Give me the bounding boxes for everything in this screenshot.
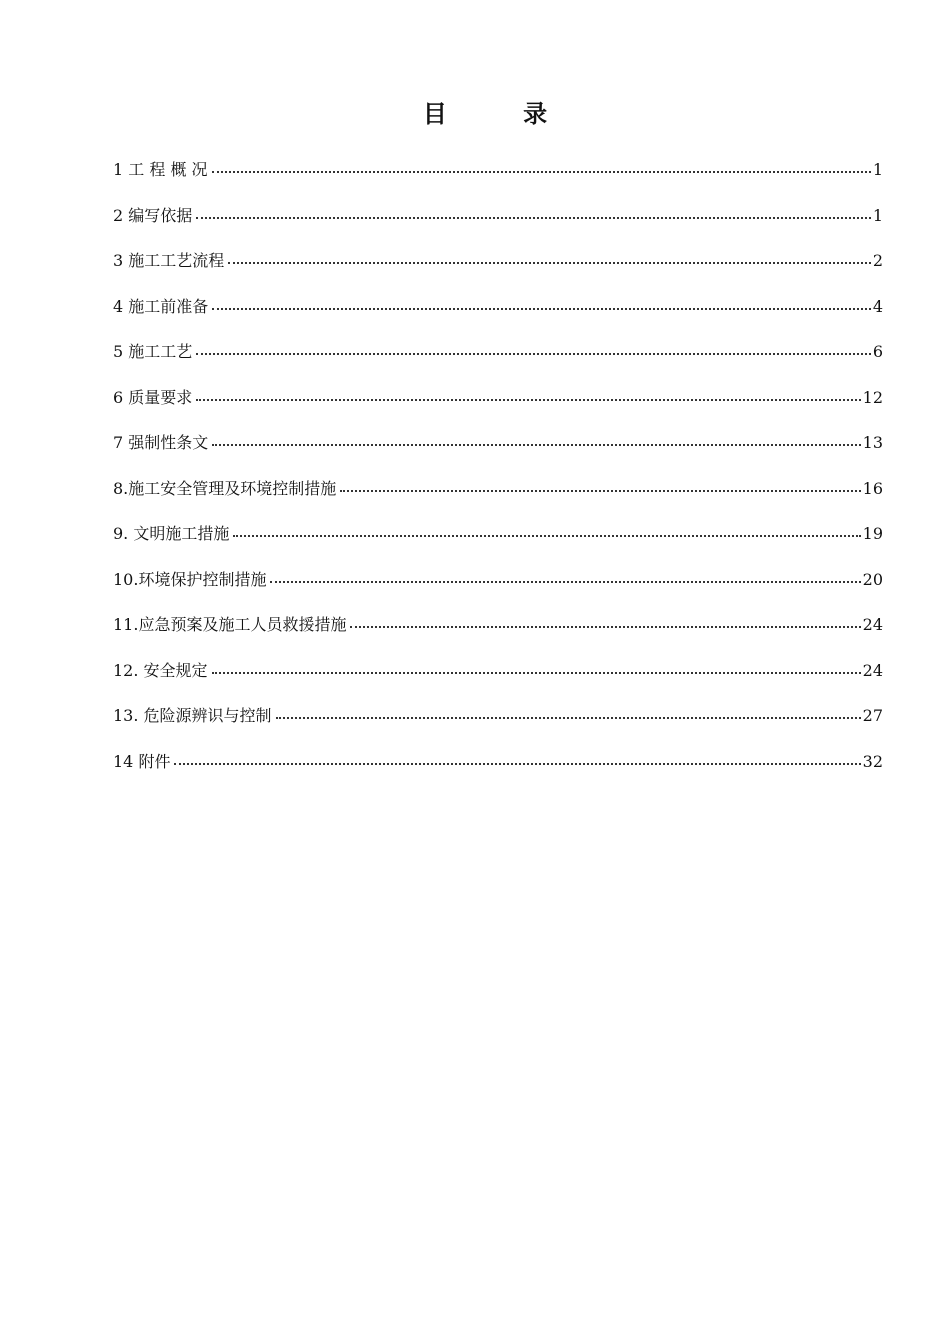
dot-leader [233,523,860,539]
toc-entry-page: 12 [862,387,883,407]
dot-leader [212,432,860,448]
toc-entry[interactable] [113,655,883,701]
dot-leader [212,159,871,175]
toc-entry-label: 7 强制性条文 [113,433,209,452]
toc-entry-label: 3 施工工艺流程 [113,251,225,270]
dot-leader [196,341,871,357]
toc-entry-page: 24 [862,615,883,634]
toc-entry-label: 2 编写依据 [113,205,193,225]
toc-entry[interactable] [113,154,883,200]
toc-entry-page: 24 [862,660,883,680]
toc-entry-label: 11.应急预案及施工人员救援措施 [113,615,347,634]
dot-leader [350,614,860,630]
toc-entry-label: 6 质量要求 [113,387,193,407]
toc-entry-page: 20 [862,569,883,589]
dot-leader [270,569,860,585]
toc-entry-page: 1 [872,205,883,225]
toc-entry[interactable] [113,382,883,428]
toc-entry-page: 2 [872,251,883,270]
toc-entry[interactable] [113,564,883,610]
toc-title: 目 录 [422,100,582,128]
toc-entry-label: 10.环境保护控制措施 [113,569,267,589]
dot-leader [212,660,861,676]
dot-leader [196,387,860,403]
toc-entry[interactable] [113,336,883,382]
toc-entry[interactable] [113,473,883,519]
toc-entry-page: 16 [862,478,883,498]
toc-entry[interactable] [113,746,883,792]
toc-entry[interactable] [113,518,883,564]
toc-entry-label: 5 施工工艺 [113,342,193,361]
toc-entry[interactable] [113,200,883,246]
toc-entry-page: 6 [872,342,883,361]
toc-entry-label: 8.施工安全管理及环境控制措施 [113,478,337,498]
toc-entry-page: 13 [862,433,883,452]
toc-entry-page: 19 [862,524,883,543]
toc-entry-label: 13. 危险源辨识与控制 [113,706,272,725]
toc-entry-page: 32 [862,751,883,771]
dot-leader [212,296,871,312]
toc-entry-page: 4 [872,296,883,316]
dot-leader [174,751,860,767]
toc-entry-label: 14 附件 [113,751,171,771]
toc-entry-page: 1 [872,160,883,179]
toc-entry-label: 4 施工前准备 [113,296,209,316]
toc-entry[interactable] [113,291,883,337]
toc-entry-label: 1 工 程 概 况 [113,160,208,179]
toc-entry[interactable] [113,609,883,655]
toc-entry[interactable] [113,427,883,473]
toc-entry-label: 9. 文明施工措施 [113,524,230,543]
dot-leader [228,250,871,266]
toc-entry-label: 12. 安全规定 [113,660,208,680]
toc-list [113,154,883,791]
dot-leader [276,705,861,721]
toc-entry[interactable] [113,700,883,746]
toc-entry-page: 27 [862,706,883,725]
toc-entry[interactable] [113,245,883,291]
dot-leader [340,478,860,494]
dot-leader [196,205,871,221]
